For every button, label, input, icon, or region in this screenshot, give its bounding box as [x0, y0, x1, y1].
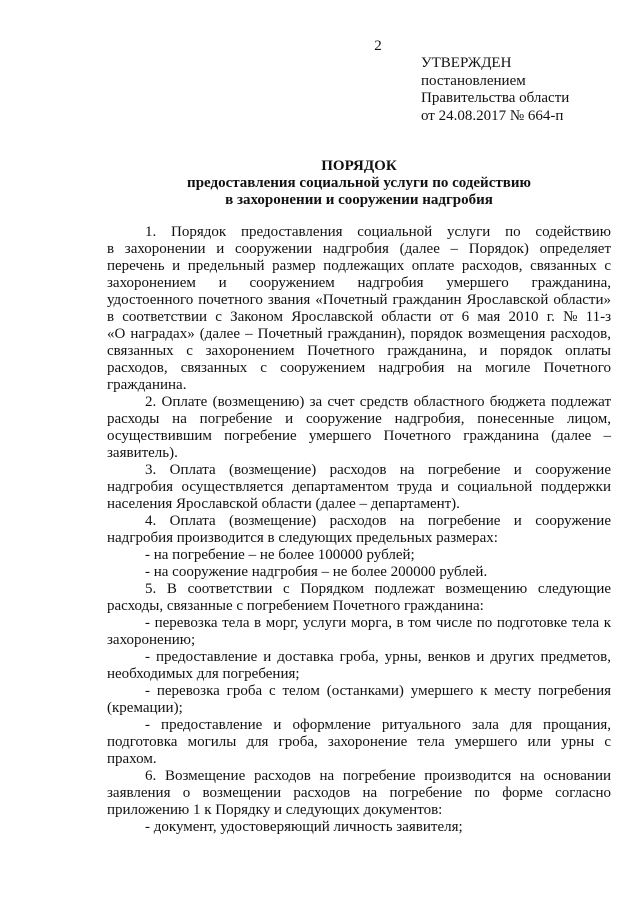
- clause-2: [107, 394, 611, 462]
- text-line: (кремации);: [107, 700, 183, 716]
- clause-3: [107, 462, 611, 513]
- text-line: надгробия осуществляется департаментом труда и социальной поддержки: [107, 479, 611, 495]
- list-item: [107, 615, 611, 649]
- list-item: [107, 683, 611, 717]
- text-line: 4. Оплата (возмещение) расходов на погребение и сооружение: [145, 513, 611, 529]
- clause-5: [107, 581, 611, 615]
- list-item: [107, 819, 611, 836]
- text-line: осуществившим погребение умершего Почетного гражданина (далее –: [107, 428, 611, 444]
- document-title: ПОРЯДОК: [321, 158, 397, 174]
- text-line: приложению 1 к Порядку и следующих документов:: [107, 802, 443, 818]
- text-line: удостоенного почетного звания «Почетный гражданин Ярославской области»: [107, 292, 611, 308]
- text-line: - перевозка тела в морг, услуги морга, в том числе по подготовке тела к: [145, 615, 611, 631]
- approval-line: Правительства области: [421, 90, 570, 106]
- text-line: - предоставление и оформление ритуального зала для прощания,: [145, 717, 611, 733]
- text-line: расходов, связанных с сооружением надгробия на могиле Почетного: [107, 360, 611, 376]
- text-line: захоронению;: [107, 632, 196, 648]
- text-line: захоронением и сооружением надгробия умершего гражданина,: [107, 275, 611, 291]
- approval-block: [421, 55, 569, 125]
- text-line: «О наградах» (далее – Почетный гражданин), порядок возмещения расходов,: [107, 326, 611, 342]
- text-line: 3. Оплата (возмещение) расходов на погребение и сооружение: [145, 462, 611, 478]
- text-line: 5. В соответствии с Порядком подлежат возмещению следующие: [145, 581, 611, 597]
- text-line: - на сооружение надгробия – не более 200000 рублей.: [145, 564, 488, 580]
- page-number: 2: [374, 38, 382, 54]
- text-line: гражданина.: [107, 377, 187, 393]
- text-line: в захоронении и сооружении надгробия (далее – Порядок) определяет: [107, 241, 611, 257]
- text-line: расходы, связанные с погребением Почетного гражданина:: [107, 598, 484, 614]
- clause-4: [107, 513, 611, 547]
- text-line: - документ, удостоверяющий личность заявителя;: [145, 819, 463, 835]
- text-line: подготовка могилы для гроба, захоронение тела умершего или урны с: [107, 734, 611, 750]
- list-item: [107, 547, 611, 564]
- document-body: [107, 224, 611, 836]
- text-line: заявитель).: [107, 445, 178, 461]
- text-line: - предоставление и доставка гроба, урны, венков и других предметов,: [145, 649, 611, 665]
- text-line: перечень и предельный размер подлежащих оплате расходов, связанных с: [107, 258, 611, 274]
- text-line: 2. Оплате (возмещению) за счет средств областного бюджета подлежат: [145, 394, 611, 410]
- text-line: расходы на погребение и сооружение надгробия, понесенные лицом,: [107, 411, 611, 427]
- approval-line: постановлением: [421, 72, 526, 89]
- approval-status: УТВЕРЖДЕН: [421, 55, 512, 71]
- document-subtitle-line: предоставления социальной услуги по содействию: [187, 175, 531, 191]
- clause-6: [107, 768, 611, 819]
- text-line: связанных с захоронением Почетного гражданина, и порядок оплаты: [107, 343, 611, 359]
- text-line: 1. Порядок предоставления социальной услуги по содействию: [145, 224, 611, 240]
- text-line: в соответствии с Законом Ярославской области от 6 мая 2010 г. № 11-з: [107, 309, 611, 325]
- text-line: - перевозка гроба с телом (останками) умершего к месту погребения: [145, 683, 611, 699]
- text-line: населения Ярославской области (далее – департамент).: [107, 496, 460, 512]
- text-line: надгробия производится в следующих предельных размерах:: [107, 530, 498, 546]
- document-subtitle-line: в захоронении и сооружении надгробия: [225, 192, 493, 208]
- title-block: [107, 158, 611, 209]
- text-line: 6. Возмещение расходов на погребение производится на основании: [145, 768, 611, 784]
- approval-date-number: от 24.08.2017 № 664-п: [421, 107, 564, 124]
- text-line: прахом.: [107, 751, 157, 767]
- list-item: [107, 717, 611, 768]
- text-line: необходимых для погребения;: [107, 666, 300, 682]
- list-item: [107, 564, 611, 581]
- clause-1: [107, 224, 611, 394]
- list-item: [107, 649, 611, 683]
- text-line: заявления о возмещении расходов на погребение по форме согласно: [107, 785, 611, 801]
- text-line: - на погребение – не более 100000 рублей;: [145, 547, 415, 563]
